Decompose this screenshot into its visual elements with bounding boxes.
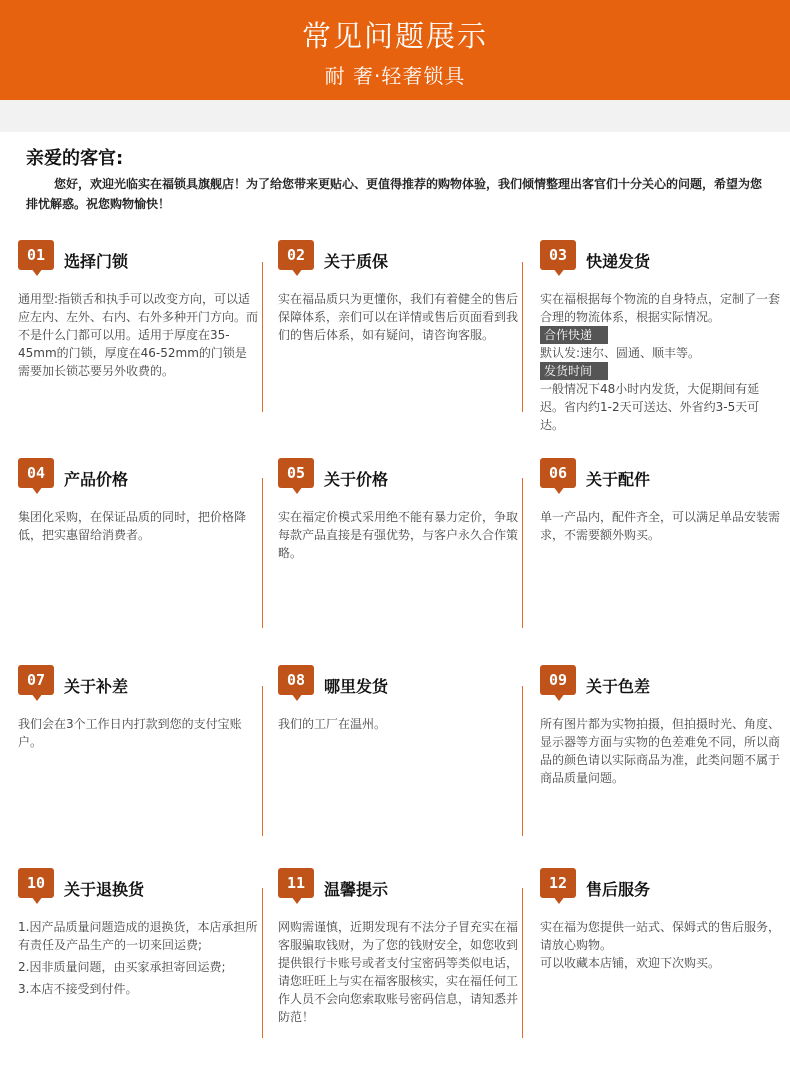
faq-title: 售后服务 bbox=[586, 880, 651, 899]
column-divider bbox=[262, 478, 263, 628]
badge-pointer-icon bbox=[31, 693, 43, 701]
column-divider bbox=[522, 262, 523, 412]
header-banner bbox=[0, 0, 790, 100]
highlight-tag: 发货时间 bbox=[540, 362, 608, 380]
faq-number-badge: 09 bbox=[540, 665, 576, 695]
column-divider bbox=[262, 686, 263, 836]
faq-title: 哪里发货 bbox=[324, 677, 389, 696]
faq-title: 温馨提示 bbox=[324, 880, 389, 899]
page-title: 常见问题展示 bbox=[301, 19, 488, 53]
badge-pointer-icon bbox=[553, 693, 565, 701]
faq-text: 通用型:指锁舌和执手可以改变方向，可以适应左内、左外、右内、右外多种开门方向。而不是什么门都可以用。适用于厚度在35-45mm的门锁，厚度在46-52mm的门锁是需要加长锁芯要另外收费的。 bbox=[18, 292, 259, 378]
column-divider bbox=[262, 888, 263, 1038]
faq-text: 实在福根据每个物流的自身特点，定制了一套合理的物流体系，根据实际情况。 bbox=[540, 292, 781, 324]
faq-text: 单一产品内，配件齐全，可以满足单品安装需求，不需要额外购买。 bbox=[540, 510, 781, 542]
faq-title: 关于补差 bbox=[64, 677, 129, 696]
faq-title: 关于价格 bbox=[324, 470, 389, 489]
faq-text: 所有图片都为实物拍摄，但拍摄时光、角度、显示器等方面与实物的色差难免不同，所以商品的颜色请以实际商品为准，此类问题不属于商品质量问题。 bbox=[540, 717, 781, 785]
faq-number-badge: 10 bbox=[18, 868, 54, 898]
badge-pointer-icon bbox=[291, 486, 303, 494]
faq-text: 网购需谨慎，近期发现有不法分子冒充实在福客服骗取钱财，为了您的钱财安全，如您收到提供银行卡账号或者支付宝密码等类似电话，请您旺旺上与实在福客服核实，实在福任何工作人员不会向您索取账号密码信息，请知悉并防范！ bbox=[278, 920, 519, 1024]
faq-title: 关于色差 bbox=[586, 677, 651, 696]
column-divider bbox=[262, 262, 263, 412]
faq-body bbox=[278, 715, 518, 733]
faq-title: 关于配件 bbox=[586, 470, 651, 489]
column-divider bbox=[522, 686, 523, 836]
faq-body bbox=[540, 508, 780, 544]
faq-title: 快递发货 bbox=[586, 252, 651, 271]
badge-pointer-icon bbox=[31, 486, 43, 494]
column-divider bbox=[522, 888, 523, 1038]
faq-title: 选择门锁 bbox=[64, 252, 129, 271]
faq-text: 2.因非质量问题，由买家承担寄回运费; bbox=[18, 960, 226, 974]
faq-body bbox=[278, 918, 518, 1026]
faq-number-badge: 07 bbox=[18, 665, 54, 695]
faq-number-badge: 06 bbox=[540, 458, 576, 488]
faq-text: 实在福定价模式采用绝不能有暴力定价，争取每款产品直接是有强优势，与客户永久合作策略。 bbox=[278, 510, 519, 560]
faq-title: 产品价格 bbox=[64, 470, 129, 489]
faq-number-badge: 02 bbox=[278, 240, 314, 270]
faq-text: 默认发:速尔、圆通、顺丰等。 bbox=[540, 346, 701, 360]
faq-text: 我们的工厂在温州。 bbox=[278, 717, 387, 731]
faq-body bbox=[18, 508, 258, 544]
badge-pointer-icon bbox=[553, 486, 565, 494]
faq-text: 我们会在3个工作日内打款到您的支付宝账户。 bbox=[18, 717, 242, 749]
badge-pointer-icon bbox=[291, 896, 303, 904]
badge-pointer-icon bbox=[553, 896, 565, 904]
badge-pointer-icon bbox=[553, 268, 565, 276]
badge-pointer-icon bbox=[31, 268, 43, 276]
faq-body bbox=[540, 918, 780, 972]
highlight-tag: 合作快递 bbox=[540, 326, 608, 344]
badge-pointer-icon bbox=[31, 896, 43, 904]
faq-text: 1.因产品质量问题造成的退换货，本店承担所有责任及产品生产的一切来回运费; bbox=[18, 920, 258, 952]
greeting-text: 您好，欢迎光临实在福锁具旗舰店！为了给您带来更贴心、更值得推荐的购物体验，我们倾情整理出客官们十分关心的问题，希望为您排忧解惑。祝您购物愉快！ bbox=[26, 177, 763, 211]
badge-pointer-icon bbox=[291, 693, 303, 701]
faq-number-badge: 08 bbox=[278, 665, 314, 695]
faq-text: 可以收藏本店铺，欢迎下次购买。 bbox=[540, 956, 721, 970]
badge-pointer-icon bbox=[291, 268, 303, 276]
faq-title: 关于退换货 bbox=[64, 880, 145, 899]
faq-body bbox=[540, 290, 780, 434]
faq-body bbox=[18, 290, 258, 380]
header-separator bbox=[0, 100, 790, 132]
faq-number-badge: 03 bbox=[540, 240, 576, 270]
faq-number-badge: 11 bbox=[278, 868, 314, 898]
faq-number-badge: 12 bbox=[540, 868, 576, 898]
faq-number-badge: 04 bbox=[18, 458, 54, 488]
column-divider bbox=[522, 478, 523, 628]
faq-text: 一般情况下48小时内发货，大促期间有延迟。省内约1-2天可送达、外省约3-5天可达。 bbox=[540, 382, 760, 432]
faq-text: 实在福品质只为更懂你，我们有着健全的售后保障体系，亲们可以在详情或售后页面看到我们的售后体系，如有疑问，请咨询客服。 bbox=[278, 292, 519, 342]
faq-body bbox=[18, 918, 258, 998]
faq-number-badge: 05 bbox=[278, 458, 314, 488]
faq-title: 关于质保 bbox=[324, 252, 389, 271]
faq-number-badge: 01 bbox=[18, 240, 54, 270]
greeting-title: 亲爱的客官: bbox=[26, 148, 124, 169]
faq-body bbox=[540, 715, 780, 787]
faq-body bbox=[278, 290, 518, 344]
brand-slogan: 耐 奢·轻奢锁具 bbox=[324, 64, 466, 88]
faq-text: 集团化采购，在保证品质的同时，把价格降低，把实惠留给消费者。 bbox=[18, 510, 247, 542]
faq-body bbox=[278, 508, 518, 562]
faq-text: 3.本店不接受到付件。 bbox=[18, 982, 138, 996]
faq-body bbox=[18, 715, 258, 751]
faq-text: 实在福为您提供一站式、保姆式的售后服务，请放心购物。 bbox=[540, 920, 781, 952]
